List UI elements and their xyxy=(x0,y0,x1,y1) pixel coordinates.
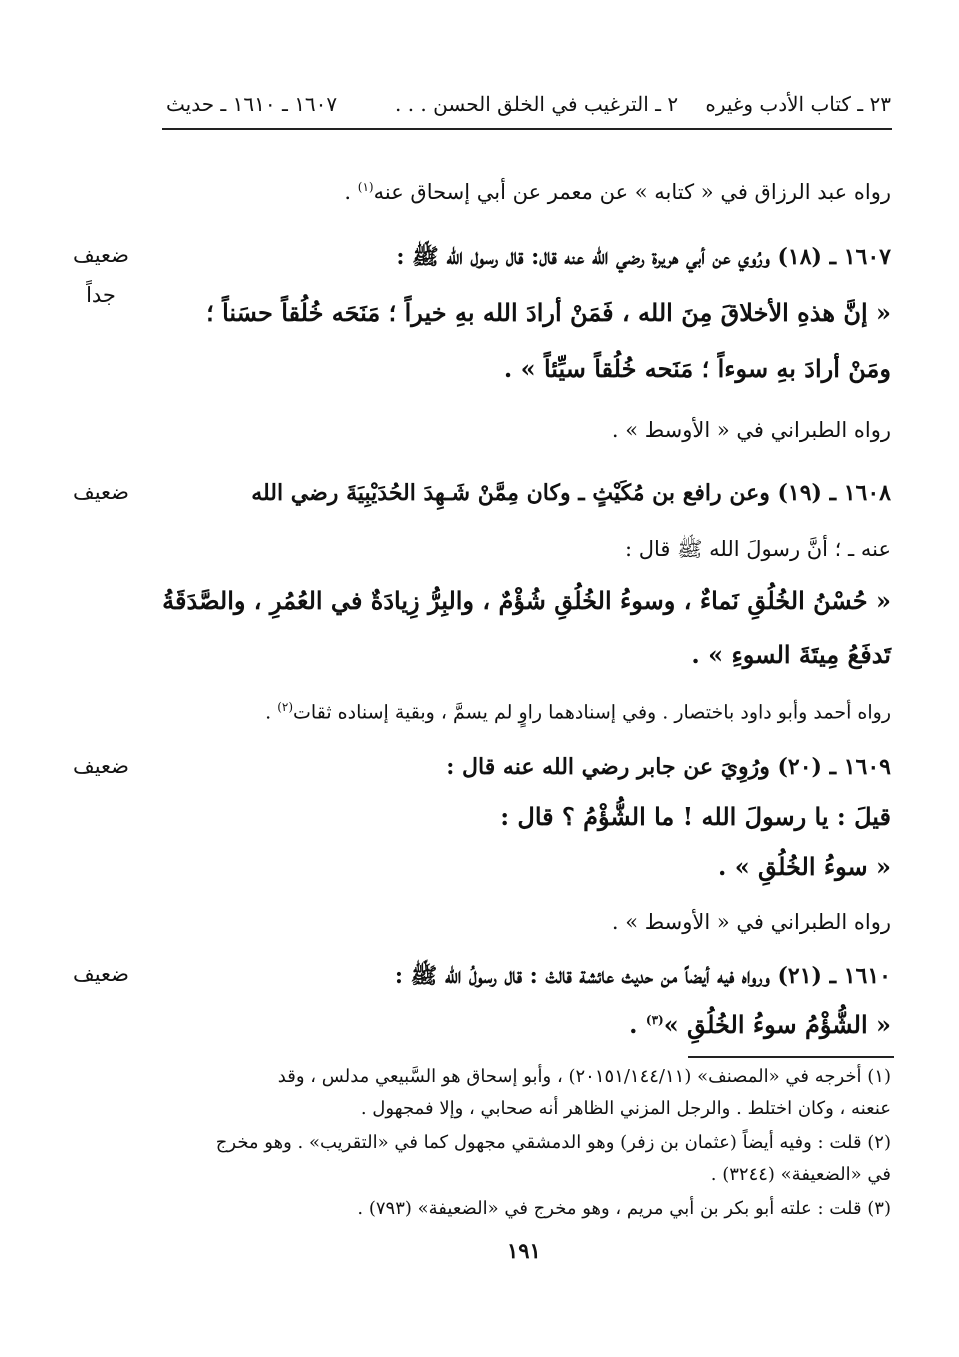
header-section: ٢ ـ الترغيب في الخلق الحسن . . . xyxy=(395,92,679,116)
footnote-ref: (١) xyxy=(357,180,374,194)
grade-1610: ضعيف xyxy=(72,962,130,986)
hadith-1608-text-2: تَدفَعُ مِيتَةَ السوءِ » . xyxy=(691,640,891,669)
grade-1609: ضعيف xyxy=(72,754,130,778)
hadith-1607-text-1: « إنَّ هذهِ الأخلاقَ مِنَ الله ، فَمَنْ أرادَ الله بهِ خيراً ؛ مَنَحَه خُلُقاً حسَناً ؛ xyxy=(206,298,891,327)
header-hadith-range: ١٦٠٧ ـ ١٦١٠ ـ حديث xyxy=(166,92,338,116)
footnote-1-line-1: (١) أخرجه في «المصنف» (٢٠١٥١/١٤٤/١١) ، وأبو إسحاق هو السَّبيعي مدلس ، وقد xyxy=(277,1066,891,1087)
grade-1608: ضعيف xyxy=(72,480,130,504)
hadith-1609-intro: ١٦٠٩ ـ (٢٠) ورُوِيَ عن جابر رضي الله عنه قال : xyxy=(446,754,891,780)
hadith-1609-text-2: « سوءُ الخُلُقِ » . xyxy=(717,852,891,881)
hadith-end: . xyxy=(629,1010,646,1039)
hadith-1608-intro-2: عنه ـ ؛ أنَّ رسولَ الله ﷺ قال : xyxy=(624,537,891,561)
hadith-1610-text xyxy=(629,1010,891,1039)
source-text: رواه عبد الرزاق في « كتابه » عن معمر عن أبي إسحاق عنه xyxy=(373,180,891,204)
hadith-1609-text-1: قيلَ : يا رسولَ الله ! ما الشُّؤْمُ ؟ قال : xyxy=(500,802,891,831)
source-end: . xyxy=(265,701,278,724)
hadith-1607-intro: ١٦٠٧ ـ (١٨) ورُوي عن أبي هريرة رضي الله عنه قال: قال رسول الله ﷺ : xyxy=(396,244,891,270)
footnote-rule xyxy=(688,1056,894,1058)
hadith-1607-source: رواه الطبراني في « الأوسط » . xyxy=(611,418,891,442)
source-text: رواه أحمد وأبو داود باختصار . وفي إسنادهما راوٍ لم يسمَّ ، وبقية إسناده ثقات xyxy=(293,701,891,724)
footnote-ref: (٢) xyxy=(277,700,294,714)
header-rule xyxy=(162,128,892,130)
hadith-1608-text-1: « حُسْنُ الخُلُقِ نَماءٌ ، وسوءُ الخُلُقِ شُؤْمٌ ، والبِرُّ زِيادَةٌ في العُمُرِ ، والصَّدَقَةُ xyxy=(162,586,891,615)
page-number: ١٩١ xyxy=(507,1238,541,1263)
footnote-2-line-1: (٢) قلت : وفيه أيضاً (عثمان بن زفر) وهو الدمشقي مجهول كما في «التقريب» . وهو مخرج xyxy=(215,1132,891,1153)
hadith-1609-source: رواه الطبراني في « الأوسط » . xyxy=(611,910,891,934)
hadith-text: « الشُّؤْمُ سوءُ الخُلُقِ » xyxy=(663,1010,891,1039)
grade-1607-qualifier: جداً xyxy=(86,283,116,307)
hadith-1610-intro: ١٦١٠ ـ (٢١) ورواه فيه أيضاً من حديث عائشة قالتْ : قال رسولُ الله ﷺ : xyxy=(394,963,891,989)
hadith-1608-source xyxy=(265,700,891,723)
footnote-3: (٣) قلت : علته أبو بكر بن أبي مريم ، وهو مخرج في «الضعيفة» (٧٩٣) . xyxy=(357,1198,891,1219)
footnote-1-line-2: عنعنه ، وكان اختلط . والرجل المزني الظاهر أنه صحابي ، وإلا فمجهول . xyxy=(360,1098,891,1119)
footnote-ref: (٣) xyxy=(645,1013,664,1027)
hadith-1607-text-2: ومَنْ أرادَ بهِ سوءاً ؛ مَنَحه خُلُقاً سيِّئاً » . xyxy=(503,354,891,383)
hadith-1608-intro: ١٦٠٨ ـ (١٩) وعن رافع بن مُكَيْثٍ ـ وكان مِمَّنْ شَـهِدَ الحُدَيْبِيَةَ رضي الله xyxy=(251,480,891,506)
header-chapter: ٢٣ ـ كتاب الأدب وغيره xyxy=(705,92,891,116)
grade-1607: ضعيف xyxy=(72,243,130,267)
footnote-2-line-2: في «الضعيفة» (٣٢٤٤) . xyxy=(710,1164,891,1185)
source-end: . xyxy=(344,180,358,204)
source-line-1 xyxy=(344,180,891,204)
